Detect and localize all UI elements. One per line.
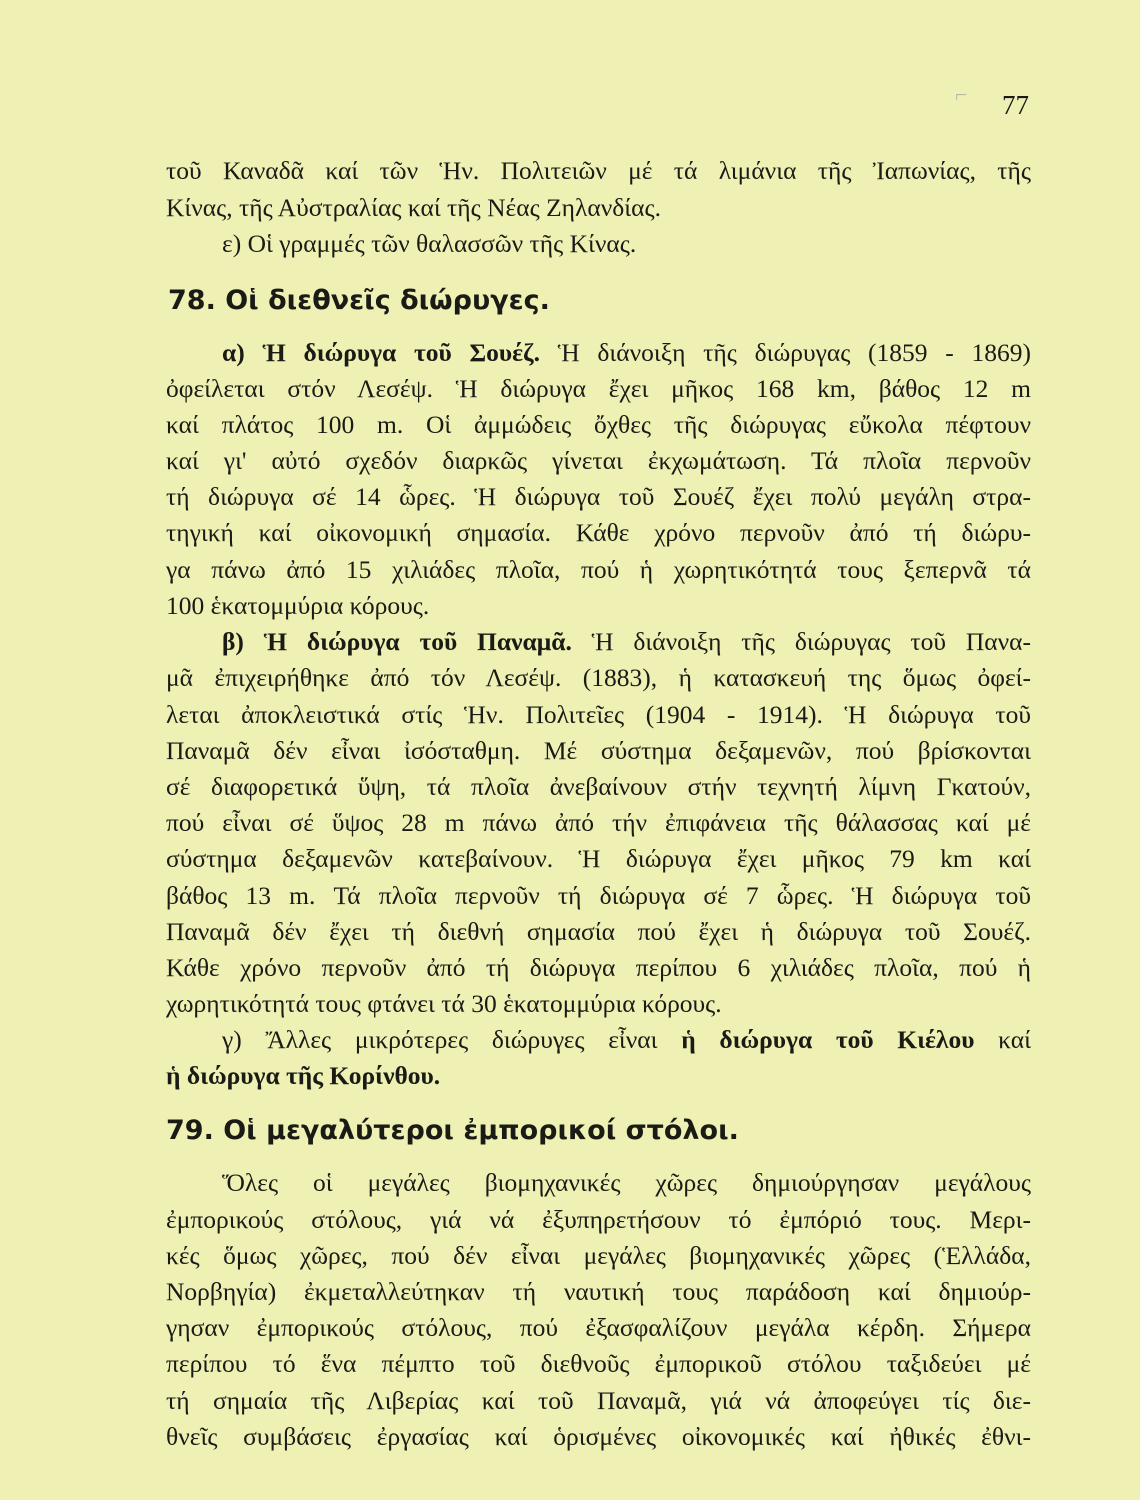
panama-label: β) Ἡ διώρυγα τοῦ Παναμᾶ.	[222, 627, 572, 656]
fleets-line: τή σημαία τῆς Λιβερίας καί τοῦ Παναμᾶ, γιά νά ἀποφεύγει τίς διε-	[166, 1386, 1031, 1415]
panama-line: βάθος 13 m. Τά πλοῖα περνοῦν τή διώρυγα σέ 7 ὧρες. Ἡ διώρυγα τοῦ	[166, 881, 1031, 910]
suez-line: 100 ἑκατομμύρια κόρους.	[166, 591, 430, 620]
suez-line: γα πάνω ἀπό 15 χιλιάδες πλοῖα, πού ἡ χωρητικότητά τους ξεπερνᾶ τά	[166, 555, 1031, 584]
suez-label: α) Ἡ διώρυγα τοῦ Σουέζ.	[222, 338, 540, 367]
section-79-heading: 79. Οἱ μεγαλύτεροι ἐμπορικοί στόλοι.	[166, 1115, 739, 1146]
fleets-line: Ὅλες οἱ μεγάλες βιομηχανικές χῶρες δημιούργησαν μεγάλους	[222, 1168, 1031, 1197]
suez-line-rest: Ἡ διάνοιξη τῆς διώρυγας (1859 - 1869)	[557, 338, 1032, 367]
panama-line: Κάθε χρόνο περνοῦν ἀπό τή διώρυγα περίπου 6 χιλιάδες πλοῖα, πού ἡ	[166, 953, 1031, 982]
panama-line: σέ διαφορετικά ὕψη, τά πλοῖα ἀνεβαίνουν στήν τεχνητή λίμνη Γκατούν,	[166, 772, 1031, 801]
fleets-line: Νορβηγία) ἐκμεταλλεύτηκαν τή ναυτική τους παράδοση καί δημιούρ-	[166, 1277, 1031, 1306]
other-canals-line	[222, 1025, 1031, 1055]
suez-line: τή διώρυγα σέ 14 ὧρες. Ἡ διώρυγα τοῦ Σουέζ ἔχει πολύ μεγάλη στρα-	[166, 482, 1031, 511]
fleets-line: γησαν ἐμπορικούς στόλους, πού ἐξασφαλίζουν μεγάλα κέρδη. Σήμερα	[166, 1313, 1031, 1342]
suez-line: καί γι' αὐτό σχεδόν διαρκῶς γίνεται ἐκχωμάτωση. Τά πλοῖα περνοῦν	[166, 446, 1031, 475]
fleets-line: θνεῖς συμβάσεις ἐργασίας καί ὁρισμένες οἰκονομικές καί ἠθικές ἐθνι-	[166, 1422, 1031, 1451]
page-corner-mark: ⌐	[955, 82, 968, 107]
corinth-canal: ἡ διώρυγα τῆς Κορίνθου.	[166, 1061, 441, 1090]
page-number: 77	[1002, 90, 1029, 120]
panama-line: σύστημα δεξαμενῶν κατεβαίνουν. Ἡ διώρυγα ἔχει μῆκος 79 km καί	[166, 844, 1031, 873]
kiel-canal: ἡ διώρυγα τοῦ Κιέλου	[681, 1025, 975, 1054]
intro-line: Κίνας, τῆς Αὐστραλίας καί τῆς Νέας Ζηλανδίας.	[166, 193, 661, 222]
fleets-line: ἐμπορικούς στόλους, γιά νά ἐξυπηρετήσουν τό ἐμπόριό τους. Μερι-	[166, 1205, 1031, 1234]
fleets-line: κές ὅμως χῶρες, πού δέν εἶναι μεγάλες βιομηχανικές χῶρες (Ἑλλάδα,	[166, 1241, 1031, 1270]
panama-line-rest: Ἡ διάνοιξη τῆς διώρυγας τοῦ Πανα-	[591, 627, 1031, 656]
other-canals-line	[166, 1061, 1031, 1091]
intro-line: τοῦ Καναδᾶ καί τῶν Ἡν. Πολιτειῶν μέ τά λιμάνια τῆς Ἰαπωνίας, τῆς	[166, 156, 1031, 185]
panama-line: λεται ἀποκλειστικά στίς Ἡν. Πολιτεῖες (1904 - 1914). Ἡ διώρυγα τοῦ	[166, 700, 1031, 729]
suez-line: τηγική καί οἰκονομική σημασία. Κάθε χρόνο περνοῦν ἀπό τή διώρυ-	[166, 518, 1031, 547]
suez-line: καί πλάτος 100 m. Οἱ ἀμμώδεις ὄχθες τῆς διώρυγας εὔκολα πέφτουν	[166, 410, 1031, 439]
suez-first-line	[222, 338, 1031, 368]
panama-first-line	[222, 627, 1031, 657]
panama-line: χωρητικότητά τους φτάνει τά 30 ἑκατομμύρια κόρους.	[166, 989, 722, 1018]
suez-line: ὀφείλεται στόν Λεσέψ. Ἡ διώρυγα ἔχει μῆκος 168 km, βάθος 12 m	[166, 374, 1031, 403]
panama-line: Παναμᾶ δέν εἶναι ἰσόσταθμη. Μέ σύστημα δεξαμενῶν, πού βρίσκονται	[166, 736, 1031, 765]
other-canals-prefix: γ) Ἄλλες μικρότερες διώρυγες εἶναι	[222, 1025, 658, 1054]
fleets-line: περίπου τό ἕνα πέμπτο τοῦ διεθνοῦς ἐμπορικοῦ στόλου ταξιδεύει μέ	[166, 1349, 1031, 1378]
panama-line: Παναμᾶ δέν ἔχει τή διεθνή σημασία πού ἔχει ἡ διώρυγα τοῦ Σουέζ.	[166, 917, 1031, 946]
section-78-heading: 78. Οἱ διεθνεῖς διώρυγες.	[168, 285, 550, 316]
other-canals-and: καί	[998, 1025, 1031, 1054]
panama-line: μᾶ ἐπιχειρήθηκε ἀπό τόν Λεσέψ. (1883), ἡ κατασκευή της ὅμως ὀφεί-	[166, 663, 1031, 692]
panama-line: πού εἶναι σέ ὕψος 28 m πάνω ἀπό τήν ἐπιφάνεια τῆς θάλασσας καί μέ	[166, 808, 1031, 837]
intro-line: ε) Οἱ γραμμές τῶν θαλασσῶν τῆς Κίνας.	[222, 229, 637, 258]
